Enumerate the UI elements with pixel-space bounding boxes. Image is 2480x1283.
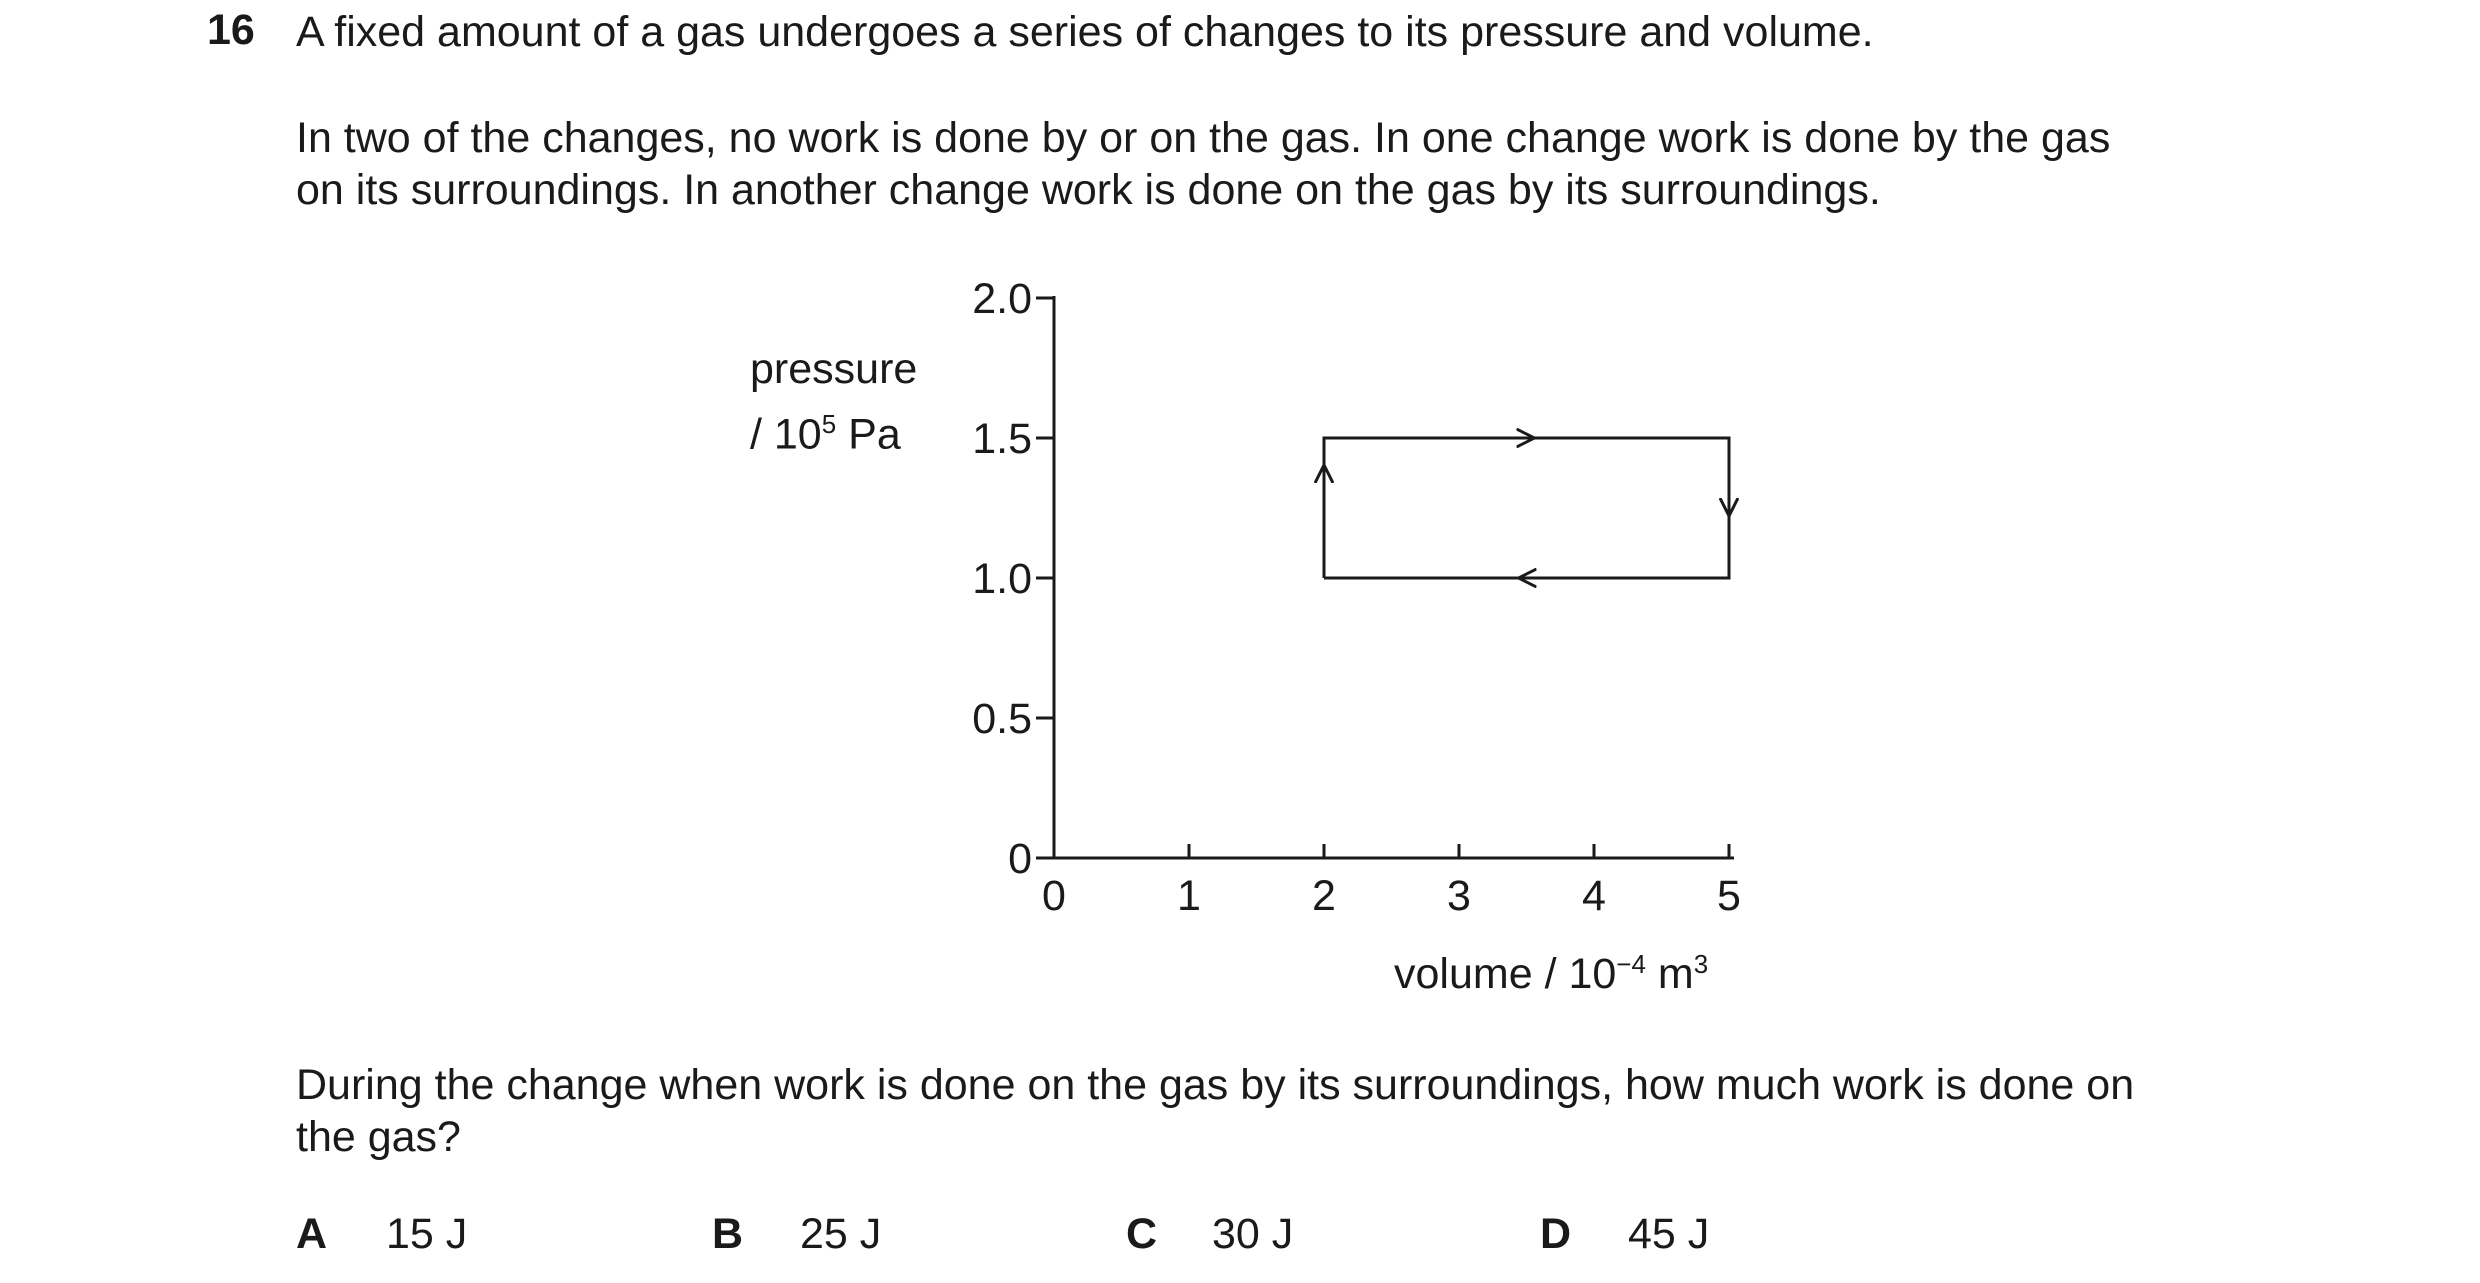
question-intro: A fixed amount of a gas undergoes a series of changes to its pressure and volume. <box>296 8 1874 56</box>
y-tick-label: 0.5 <box>972 695 1032 743</box>
y-axis-unit-exponent: 5 <box>821 409 837 439</box>
y-tick-label: 2.0 <box>972 275 1032 323</box>
x-axis-label-unit-exponent: 3 <box>1693 949 1709 979</box>
y-tick-label: 0 <box>1008 835 1032 883</box>
x-tick-label: 3 <box>1447 872 1471 920</box>
x-tick-label: 2 <box>1312 872 1336 920</box>
x-axis-label <box>1394 949 1708 998</box>
option-b-letter[interactable]: B <box>712 1210 744 1258</box>
option-a-letter[interactable]: A <box>296 1210 328 1258</box>
option-d-letter[interactable]: D <box>1540 1210 1572 1258</box>
y-tick-label: 1.0 <box>972 555 1032 603</box>
y-axis-unit-prefix: / 10 <box>750 410 822 459</box>
x-axis-label-prefix: volume / 10 <box>1394 950 1617 998</box>
x-tick-label: 5 <box>1717 872 1741 920</box>
x-tick-label: 0 <box>1042 872 1066 920</box>
y-tick-label: 1.5 <box>972 415 1032 463</box>
question-detail-line-1: In two of the changes, no work is done by or on the gas. In one change work is done by the gas <box>296 114 2111 162</box>
y-axis-label-quantity: pressure <box>750 345 918 393</box>
question-detail-line-2: on its surroundings. In another change work is done on the gas by its surroundings. <box>296 166 1881 214</box>
y-axis-unit-suffix: Pa <box>836 410 901 459</box>
x-axis-label-exponent: −4 <box>1616 949 1646 979</box>
x-axis-label-unit: m <box>1645 950 1694 998</box>
option-c-letter[interactable]: C <box>1126 1210 1158 1258</box>
option-d-value[interactable]: 45 J <box>1628 1210 1710 1258</box>
question-line-1: During the change when work is done on the gas by its surroundings, how much work is done on <box>296 1061 2135 1109</box>
x-tick-label: 4 <box>1582 872 1606 920</box>
option-c-value[interactable]: 30 J <box>1212 1210 1294 1258</box>
x-tick-label: 1 <box>1177 872 1201 920</box>
question-number: 16 <box>207 6 255 54</box>
option-a-value[interactable]: 15 J <box>386 1210 468 1258</box>
pv-cycle-path <box>1324 438 1729 578</box>
option-b-value[interactable]: 25 J <box>800 1210 882 1258</box>
question-line-2: the gas? <box>296 1113 461 1161</box>
